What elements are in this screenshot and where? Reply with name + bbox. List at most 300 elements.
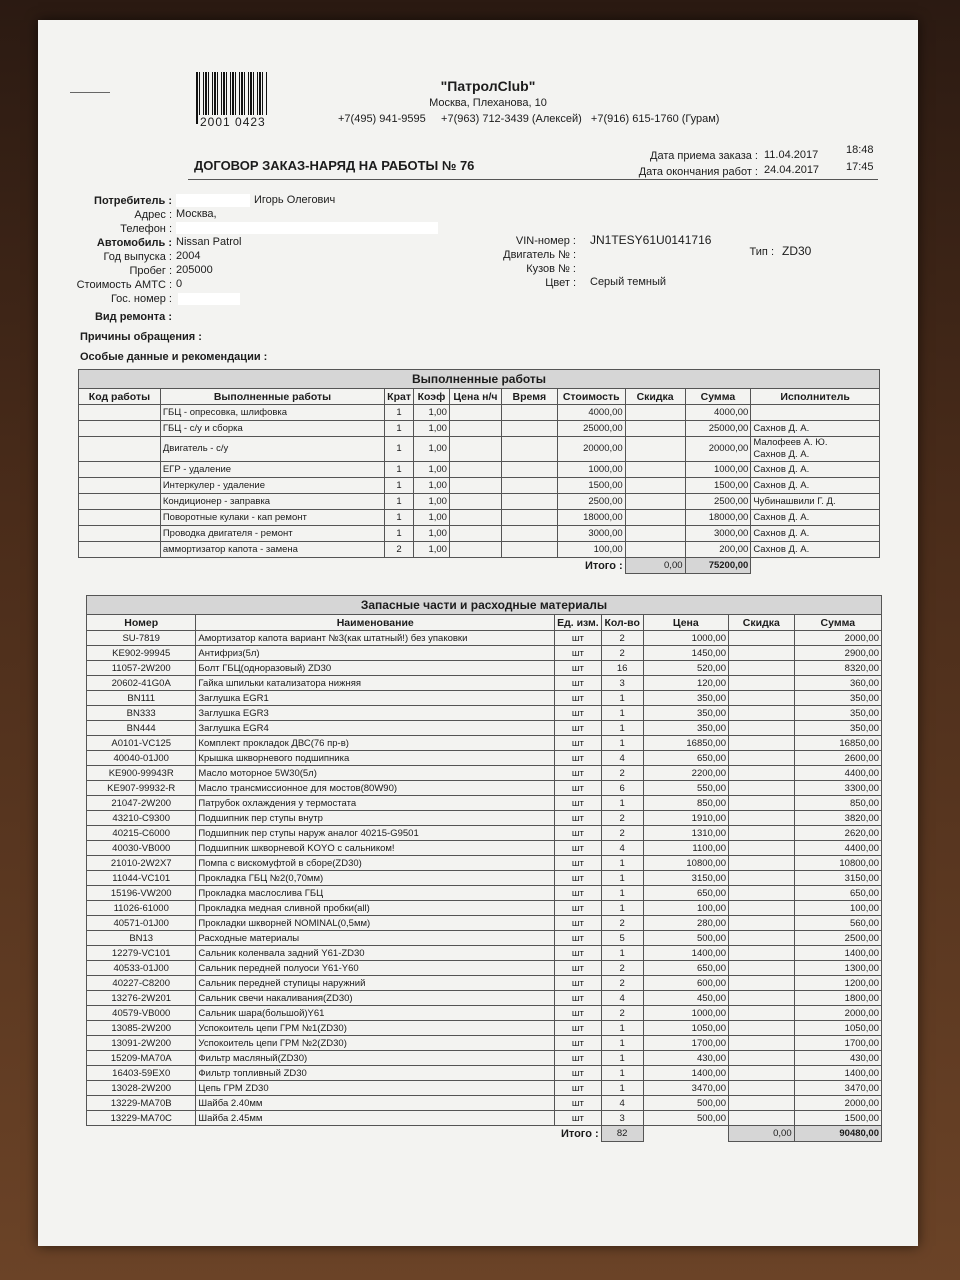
part-sum: 16850,00 (794, 736, 881, 751)
work-krat: 1 (385, 526, 414, 542)
title-underline (188, 179, 878, 180)
part-unit: шт (555, 691, 602, 706)
work-discount (625, 421, 685, 437)
address-value: Москва, (176, 208, 217, 220)
work-koef: 1,00 (413, 494, 449, 510)
part-price: 850,00 (643, 796, 728, 811)
part-price: 350,00 (643, 706, 728, 721)
table-row (87, 661, 882, 676)
part-qty: 4 (601, 991, 643, 1006)
part-unit: шт (555, 781, 602, 796)
works-column-header: Исполнитель (751, 389, 880, 405)
part-unit: шт (555, 736, 602, 751)
work-sum: 4000,00 (685, 405, 751, 421)
part-name: Прокладка ГБЦ №2(0,70мм) (196, 871, 555, 886)
part-number: 21047-2W200 (87, 796, 196, 811)
work-koef: 1,00 (413, 437, 449, 462)
part-sum: 2500,00 (794, 931, 881, 946)
body-label: Кузов № : (526, 263, 576, 275)
part-price: 650,00 (643, 751, 728, 766)
table-row (87, 631, 882, 646)
table-row (87, 736, 882, 751)
work-rate (449, 437, 501, 462)
part-unit: шт (555, 661, 602, 676)
part-discount (729, 886, 795, 901)
part-price: 16850,00 (643, 736, 728, 751)
part-unit: шт (555, 871, 602, 886)
part-unit: шт (555, 1081, 602, 1096)
work-koef: 1,00 (413, 510, 449, 526)
work-rate (449, 526, 501, 542)
part-number: 40579-VB000 (87, 1006, 196, 1021)
part-price: 500,00 (643, 1111, 728, 1126)
parts-column-header: Сумма (794, 615, 881, 631)
part-discount (729, 706, 795, 721)
work-rate (449, 542, 501, 558)
part-discount (729, 1081, 795, 1096)
work-time (501, 494, 557, 510)
work-code (79, 526, 161, 542)
part-discount (729, 661, 795, 676)
part-discount (729, 961, 795, 976)
part-discount (729, 1066, 795, 1081)
work-discount (625, 437, 685, 462)
table-row (79, 510, 880, 526)
part-price: 1400,00 (643, 1066, 728, 1081)
part-name: Заглушка EGR4 (196, 721, 555, 736)
part-price: 500,00 (643, 1096, 728, 1111)
part-number: 13091-2W200 (87, 1036, 196, 1051)
part-price: 650,00 (643, 961, 728, 976)
vin-value: JN1TESY61U0141716 (590, 233, 712, 247)
works-column-header: Коэф (413, 389, 449, 405)
table-row (87, 721, 882, 736)
parts-column-header: Кол-во (601, 615, 643, 631)
end-date: 24.04.2017 (764, 164, 820, 176)
works-title: Выполненные работы (79, 370, 880, 389)
part-price: 520,00 (643, 661, 728, 676)
work-name: Двигатель - с/у (160, 437, 384, 462)
table-row (87, 1066, 882, 1081)
part-qty: 1 (601, 1021, 643, 1036)
part-price: 1400,00 (643, 946, 728, 961)
part-sum: 560,00 (794, 916, 881, 931)
work-krat: 1 (385, 510, 414, 526)
work-cost: 2500,00 (557, 494, 625, 510)
part-number: 40030-VB000 (87, 841, 196, 856)
table-row (79, 494, 880, 510)
work-executor: Малофеев А. Ю. Сахнов Д. А. (751, 437, 880, 462)
work-code (79, 462, 161, 478)
work-name: ГБЦ - опресовка, шлифовка (160, 405, 384, 421)
part-unit: шт (555, 1096, 602, 1111)
accept-time: 18:48 (846, 144, 874, 156)
part-qty: 1 (601, 1036, 643, 1051)
part-unit: шт (555, 766, 602, 781)
part-qty: 3 (601, 676, 643, 691)
part-name: Подшипник шкворневой KOYO с сальником! (196, 841, 555, 856)
part-name: Цепь ГРМ ZD30 (196, 1081, 555, 1096)
work-krat: 1 (385, 421, 414, 437)
part-number: 40571-01J00 (87, 916, 196, 931)
part-name: Сальник передней полуоси Y61-Y60 (196, 961, 555, 976)
part-sum: 1300,00 (794, 961, 881, 976)
part-unit: шт (555, 1006, 602, 1021)
part-discount (729, 736, 795, 751)
work-executor: Сахнов Д. А. (751, 542, 880, 558)
end-time: 17:45 (846, 161, 874, 173)
work-koef: 1,00 (413, 405, 449, 421)
work-sum: 2500,00 (685, 494, 751, 510)
part-sum: 360,00 (794, 676, 881, 691)
document-title: ДОГОВОР ЗАКАЗ-НАРЯД НА РАБОТЫ № 76 (194, 158, 475, 173)
table-row (87, 1081, 882, 1096)
part-name: Болт ГБЦ(одноразовый) ZD30 (196, 661, 555, 676)
work-code (79, 510, 161, 526)
work-sum: 1500,00 (685, 478, 751, 494)
part-sum: 4400,00 (794, 841, 881, 856)
table-row (87, 871, 882, 886)
part-number: 13028-2W200 (87, 1081, 196, 1096)
part-price: 1000,00 (643, 631, 728, 646)
part-sum: 430,00 (794, 1051, 881, 1066)
work-time (501, 478, 557, 494)
company-name: "ПатролClub" (440, 78, 536, 94)
table-row (87, 706, 882, 721)
part-qty: 1 (601, 901, 643, 916)
part-price: 1700,00 (643, 1036, 728, 1051)
part-price: 1050,00 (643, 1021, 728, 1036)
part-qty: 1 (601, 856, 643, 871)
document-page (38, 20, 918, 1246)
part-discount (729, 1111, 795, 1126)
works-column-header: Код работы (79, 389, 161, 405)
part-number: 15209-MA70A (87, 1051, 196, 1066)
table-row (87, 901, 882, 916)
work-rate (449, 478, 501, 494)
part-name: Сальник свечи накаливания(ZD30) (196, 991, 555, 1006)
work-cost: 3000,00 (557, 526, 625, 542)
part-discount (729, 631, 795, 646)
part-qty: 2 (601, 811, 643, 826)
part-price: 1000,00 (643, 1006, 728, 1021)
table-row (87, 856, 882, 871)
part-discount (729, 826, 795, 841)
part-unit: шт (555, 931, 602, 946)
parts-total-sum: 90480,00 (794, 1126, 881, 1142)
part-price: 2200,00 (643, 766, 728, 781)
type-value: ZD30 (782, 244, 812, 258)
part-number: 43210-C9300 (87, 811, 196, 826)
part-unit: шт (555, 796, 602, 811)
part-price: 500,00 (643, 931, 728, 946)
part-unit: шт (555, 706, 602, 721)
part-qty: 4 (601, 1096, 643, 1111)
car-value: Nissan Patrol (176, 236, 242, 248)
work-name: Поворотные кулаки - кап ремонт (160, 510, 384, 526)
part-number: 11026-61000 (87, 901, 196, 916)
part-unit: шт (555, 916, 602, 931)
part-number: 20602-41G0A (87, 676, 196, 691)
work-time (501, 510, 557, 526)
part-discount (729, 751, 795, 766)
part-qty: 1 (601, 1051, 643, 1066)
part-name: Заглушка EGR3 (196, 706, 555, 721)
part-unit: шт (555, 886, 602, 901)
part-unit: шт (555, 961, 602, 976)
accept-date: 11.04.2017 (764, 149, 819, 161)
table-row (87, 1111, 882, 1126)
part-number: BN111 (87, 691, 196, 706)
redaction (176, 222, 438, 234)
part-unit: шт (555, 991, 602, 1006)
work-krat: 2 (385, 542, 414, 558)
part-price: 1910,00 (643, 811, 728, 826)
cost-value: 0 (176, 278, 183, 290)
works-total-label: Итого : (584, 559, 623, 572)
work-rate (449, 494, 501, 510)
work-rate (449, 510, 501, 526)
redaction (176, 194, 250, 207)
part-qty: 2 (601, 826, 643, 841)
part-discount (729, 991, 795, 1006)
part-name: Успокоитель цепи ГРМ №2(ZD30) (196, 1036, 555, 1051)
part-number: SU-7819 (87, 631, 196, 646)
mileage-label: Пробег : (129, 265, 172, 277)
work-rate (449, 462, 501, 478)
part-unit: шт (555, 841, 602, 856)
table-row (87, 1036, 882, 1051)
part-number: 40533-01J00 (87, 961, 196, 976)
part-sum: 10800,00 (794, 856, 881, 871)
work-krat: 1 (385, 478, 414, 494)
work-sum: 1000,00 (685, 462, 751, 478)
part-unit: шт (555, 721, 602, 736)
part-name: Успокоитель цепи ГРМ №1(ZD30) (196, 1021, 555, 1036)
work-koef: 1,00 (413, 421, 449, 437)
part-discount (729, 946, 795, 961)
part-sum: 1800,00 (794, 991, 881, 1006)
part-sum: 100,00 (794, 901, 881, 916)
part-unit: шт (555, 1021, 602, 1036)
part-name: Подшипник пер ступы внутр (196, 811, 555, 826)
part-sum: 3300,00 (794, 781, 881, 796)
part-price: 120,00 (643, 676, 728, 691)
work-code (79, 494, 161, 510)
part-price: 1310,00 (643, 826, 728, 841)
color-value: Серый темный (590, 276, 667, 288)
part-discount (729, 1036, 795, 1051)
part-discount (729, 871, 795, 886)
parts-column-header: Скидка (729, 615, 795, 631)
part-number: 11044-VC101 (87, 871, 196, 886)
part-sum: 1400,00 (794, 946, 881, 961)
year-label: Год выпуска : (103, 251, 172, 263)
work-executor (751, 405, 880, 421)
parts-column-header: Наименование (196, 615, 555, 631)
reasons-label: Причины обращения : (80, 331, 202, 343)
work-code (79, 478, 161, 494)
work-sum: 18000,00 (685, 510, 751, 526)
part-qty: 1 (601, 1081, 643, 1096)
work-time (501, 526, 557, 542)
work-discount (625, 510, 685, 526)
part-unit: шт (555, 1111, 602, 1126)
work-krat: 1 (385, 437, 414, 462)
work-krat: 1 (385, 405, 414, 421)
table-row (79, 405, 880, 421)
part-qty: 1 (601, 691, 643, 706)
work-discount (625, 478, 685, 494)
work-koef: 1,00 (413, 526, 449, 542)
part-unit: шт (555, 946, 602, 961)
consumer-label: Потребитель : (94, 195, 172, 207)
part-name: Сальник шара(большой)Y61 (196, 1006, 555, 1021)
part-number: 15196-VW200 (87, 886, 196, 901)
part-price: 650,00 (643, 886, 728, 901)
part-unit: шт (555, 1066, 602, 1081)
works-column-header: Стоимость (557, 389, 625, 405)
part-discount (729, 1021, 795, 1036)
part-qty: 1 (601, 796, 643, 811)
table-row (87, 691, 882, 706)
part-number: 40215-C6000 (87, 826, 196, 841)
part-discount (729, 781, 795, 796)
work-discount (625, 405, 685, 421)
color-label: Цвет : (545, 277, 576, 289)
work-cost: 1000,00 (557, 462, 625, 478)
work-sum: 25000,00 (685, 421, 751, 437)
table-row (79, 478, 880, 494)
table-row (87, 781, 882, 796)
part-qty: 16 (601, 661, 643, 676)
part-qty: 2 (601, 646, 643, 661)
part-sum: 4400,00 (794, 766, 881, 781)
table-row (87, 826, 882, 841)
work-name: Проводка двигателя - ремонт (160, 526, 384, 542)
table-row (87, 1096, 882, 1111)
part-discount (729, 916, 795, 931)
work-time (501, 462, 557, 478)
work-rate (449, 405, 501, 421)
work-name: аммортизатор капота - замена (160, 542, 384, 558)
car-label: Автомобиль : (96, 237, 172, 249)
part-sum: 1400,00 (794, 1066, 881, 1081)
part-sum: 2000,00 (794, 1006, 881, 1021)
table-row (87, 916, 882, 931)
part-discount (729, 796, 795, 811)
part-discount (729, 901, 795, 916)
table-row (87, 991, 882, 1006)
part-sum: 8320,00 (794, 661, 881, 676)
part-number: 13276-2W201 (87, 991, 196, 1006)
part-sum: 650,00 (794, 886, 881, 901)
part-sum: 3470,00 (794, 1081, 881, 1096)
part-number: 16403-59EX0 (87, 1066, 196, 1081)
parts-total-discount: 0,00 (729, 1126, 795, 1142)
work-discount (625, 462, 685, 478)
works-total-discount: 0,00 (625, 558, 685, 574)
works-column-header: Крат (385, 389, 414, 405)
part-number: KE907-99932-R (87, 781, 196, 796)
cost-label: Стоимость АМТС : (76, 279, 172, 291)
phone-label: Телефон : (120, 223, 172, 235)
table-row (87, 931, 882, 946)
part-sum: 2000,00 (794, 1096, 881, 1111)
part-unit: шт (555, 1036, 602, 1051)
table-row (79, 437, 880, 462)
part-price: 3150,00 (643, 871, 728, 886)
part-discount (729, 811, 795, 826)
part-name: Прокладки шкворней NOMINAL(0,5мм) (196, 916, 555, 931)
part-name: Прокладка медная сливной пробки(all) (196, 901, 555, 916)
part-qty: 2 (601, 916, 643, 931)
part-name: Крышка шкворневого подшипника (196, 751, 555, 766)
table-row (87, 646, 882, 661)
part-number: 12279-VC101 (87, 946, 196, 961)
part-qty: 1 (601, 946, 643, 961)
part-sum: 2620,00 (794, 826, 881, 841)
part-price: 1450,00 (643, 646, 728, 661)
part-sum: 1050,00 (794, 1021, 881, 1036)
part-number: BN333 (87, 706, 196, 721)
barcode-number: 2001 0423 (200, 115, 266, 129)
vin-label: VIN-номер : (515, 235, 576, 247)
part-name: Патрубок охлаждения у термостата (196, 796, 555, 811)
part-price: 450,00 (643, 991, 728, 1006)
part-qty: 1 (601, 871, 643, 886)
repair-type-label: Вид ремонта : (94, 311, 172, 323)
part-discount (729, 931, 795, 946)
work-time (501, 437, 557, 462)
parts-total-qty: 82 (601, 1126, 643, 1142)
part-price: 550,00 (643, 781, 728, 796)
part-sum: 350,00 (794, 721, 881, 736)
part-qty: 2 (601, 1006, 643, 1021)
part-price: 100,00 (643, 901, 728, 916)
part-qty: 4 (601, 751, 643, 766)
part-sum: 850,00 (794, 796, 881, 811)
part-number: KE900-99943R (87, 766, 196, 781)
work-cost: 1500,00 (557, 478, 625, 494)
part-sum: 3820,00 (794, 811, 881, 826)
table-row (87, 766, 882, 781)
work-cost: 20000,00 (557, 437, 625, 462)
part-price: 10800,00 (643, 856, 728, 871)
part-number: 13229-MA70B (87, 1096, 196, 1111)
work-discount (625, 542, 685, 558)
special-label: Особые данные и рекомендации : (80, 351, 268, 363)
table-row (87, 811, 882, 826)
work-cost: 100,00 (557, 542, 625, 558)
table-row (87, 1021, 882, 1036)
table-row (79, 542, 880, 558)
part-unit: шт (555, 751, 602, 766)
table-row (87, 841, 882, 856)
part-name: Фильтр топливный ZD30 (196, 1066, 555, 1081)
work-cost: 18000,00 (557, 510, 625, 526)
work-koef: 1,00 (413, 478, 449, 494)
table-row (87, 961, 882, 976)
work-sum: 3000,00 (685, 526, 751, 542)
part-price: 600,00 (643, 976, 728, 991)
part-qty: 2 (601, 766, 643, 781)
part-price: 280,00 (643, 916, 728, 931)
part-discount (729, 976, 795, 991)
part-name: Комплект прокладок ДВС(76 пр-в) (196, 736, 555, 751)
part-qty: 2 (601, 961, 643, 976)
parts-title: Запасные части и расходные материалы (87, 596, 882, 615)
